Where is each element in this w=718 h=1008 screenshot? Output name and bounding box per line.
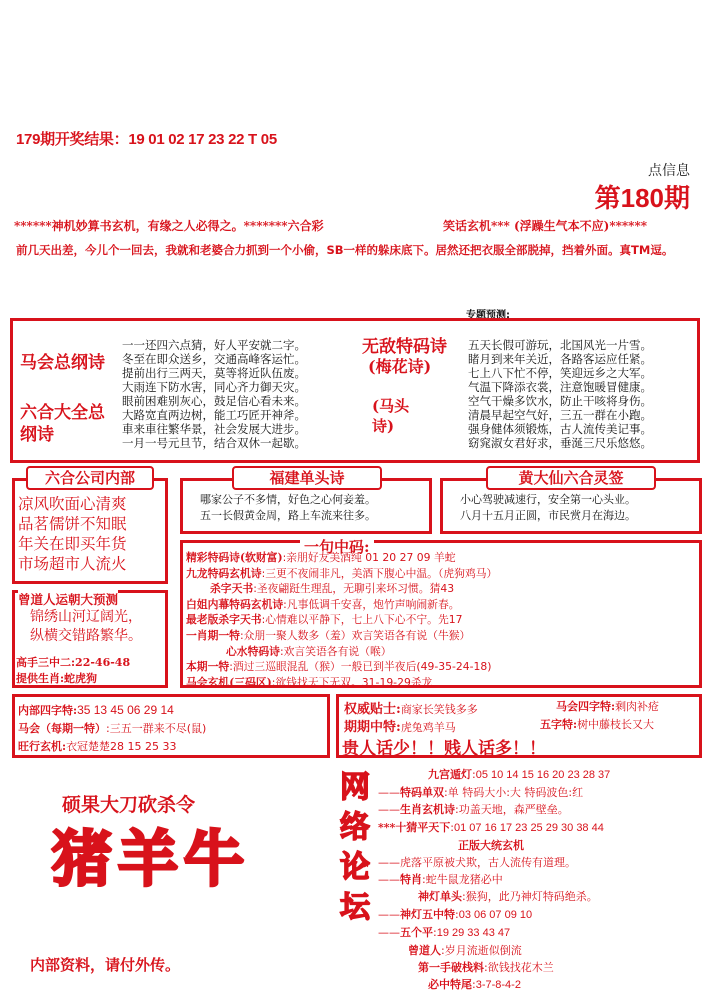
- huangdaxian-header: 黄大仙六合灵签: [486, 466, 656, 490]
- neibu-row: 内部四字特:35 13 45 06 29 14: [18, 703, 174, 717]
- banner-right: 笑话玄机*** (浮躁生气本不应)******: [443, 219, 648, 233]
- quanwei-row: 权威贴士:商家长笑钱多多: [344, 702, 478, 717]
- mahui-row: 马会（每期一特）:三五一群来不尽(鼠): [18, 722, 207, 735]
- right-row: 必中特尾:3-7-8-4-2: [428, 978, 521, 992]
- qiqi-row: 期期中特:虎兔鸡羊马: [344, 720, 456, 735]
- right-row: ***十猜平天下:01 07 16 17 23 25 29 30 38 44: [378, 820, 604, 834]
- middle-row: 杀字天书:圣夜翩跹生理乱，无聊引来坏习惯。猜43: [210, 582, 455, 596]
- right-row: 曾道人:岁月流逝似倒流: [408, 944, 522, 958]
- fujian-lines: 哪家公子不多情，好色之心何妾羞。 五一长假黄金周，路上车流来往多。: [200, 493, 376, 522]
- right-row: ——五个平:19 29 33 43 47: [378, 925, 511, 939]
- middle-row: 心水特码诗:欢言笑语各有说（喉）: [226, 644, 392, 658]
- company-text: 凉风吹面心清爽 品茗儒饼不知眠 年关在即买年货 市场超市人流火: [18, 495, 127, 573]
- poem-right: 五天长假可游玩，北国风光一片雪。 睹月到来年关近，各路客运应任紧。 七上八下忙不停，笑迎远乡之大军。 气温下降添衣裳，注意饱暖冒健康。 空气干燥多饮水，防止干咳将身伤。 清晨早起空气好，三五一群在小跑。 强身健体须锻炼，古人流传美记事。 窈窕淑女君好求，垂涎三尺乐悠悠。: [468, 338, 652, 450]
- middle-row: 最老版杀字天书:心情难以平静下，七上八下心不宁。先17: [186, 613, 463, 627]
- right-row: ——虎落平原被犬欺，古人流传有道理。: [378, 856, 576, 870]
- issue-number: 第180期: [594, 183, 690, 213]
- yijuzhong-header: 一句中码:: [300, 536, 374, 557]
- middle-row: 本期一特:酒过三巡眼混乱（猴）一般已到半夜后(49-35-24-18): [186, 660, 492, 674]
- big-zodiac: 猪羊牛: [52, 825, 250, 895]
- joke-text: 前几天出差，今儿个一回去，我就和老婆合力抓到一个小偷，SB一样的躲床底下。居然还把衣服全部脱掉，挡着外面。真TM逗。: [16, 243, 674, 257]
- result-line: 179期开奖结果：19 01 02 17 23 22 T 05: [16, 131, 277, 148]
- slogan: 贵人话少！！贱人话多！！: [342, 739, 546, 759]
- right-row: ——特肖:蛇牛鼠龙猪必中: [378, 873, 503, 887]
- fujian-header: 福建单头诗: [232, 466, 382, 490]
- wangluo-vertical: 网 络 论 坛: [340, 770, 370, 925]
- wuzi-row: 五字特:树中藤枝长又大: [540, 718, 655, 731]
- middle-row: 九龙特码玄机诗:三更不夜闹非凡，美酒下腹心中温。（虎狗鸡马）: [186, 566, 498, 580]
- middle-row: 精彩特码诗(软财富):亲朋好友美酒纯 01 20 27 09 羊蛇: [186, 551, 456, 564]
- right-rows: [378, 766, 610, 995]
- left-title-1: 马会总纲诗: [20, 353, 105, 373]
- shuiguo-title: 硕果大刀砍杀令: [62, 794, 196, 816]
- pingan-lines: 锦绣山河辽阔光， 纵横交错路繁华。: [30, 609, 142, 644]
- tigong: 提供生肖:蛇虎狗: [16, 672, 98, 685]
- mahui-sizi-row: 马会四字特:剩肉补疮: [556, 700, 660, 713]
- right-row: 九宫遁灯:05 10 14 15 16 20 23 28 37: [428, 768, 611, 781]
- right-row: ——生肖玄机诗:功盖天地，森严壁垒。: [378, 803, 569, 817]
- right-row: ——神灯五中特:03 06 07 09 10: [378, 907, 533, 921]
- mid-title-1: 无敌特码诗: [362, 337, 447, 357]
- middle-row: 白姐内幕特码玄机诗:凡事低调千安喜，炮竹声响闹新春。: [186, 597, 460, 611]
- poem-left: 一一还四六点猜，好人平安就二字。 冬至在即众送乡，交通高峰客运忙。 提前出行三两天，莫等将近队伍废。 大雨连下防水害，同心齐力御天灾。 眼前困难别灰心，鼓足信心看未来。 大路宽直两边树，能工巧匠开神斧。 車来車往繁华景，社会发展大进步。 一月一号元旦节，结合双休一起歇。: [122, 338, 306, 450]
- pingan-header: 曾道人运朝大预测: [18, 592, 119, 607]
- middle-rows: [186, 550, 497, 690]
- mid-title-3: (马头诗): [372, 397, 410, 435]
- middle-row: 马会玄机(三码区):欲钱找天下无双。31-19-29杀龙: [186, 675, 433, 689]
- company-header: 六合公司内部: [26, 466, 154, 490]
- right-row: 神灯单头:猴狗，此乃神灯特码绝杀。: [418, 890, 598, 904]
- middle-row: 一肖期一特:众朋一聚人数多（羞）欢言笑语各有说（牛猴）: [186, 628, 471, 642]
- chengguan-row: 旺行玄机:衣冠楚楚28 15 25 33: [18, 740, 177, 753]
- right-row: 第一手破栈料:欲钱找花木兰: [418, 961, 554, 975]
- huangdaxian-lines: 小心驾驶减速行，安全第一心头业。 八月十五月正圆，市民赏月在海边。: [460, 493, 636, 522]
- footer-note: 内部资料，请付外传。: [30, 956, 181, 974]
- right-row: 正版大统玄机: [458, 838, 524, 852]
- info-tag: 点信息: [648, 163, 690, 179]
- forecast-label: 专题预测:: [466, 310, 510, 321]
- gaoshou: 高手三中二:22-46-48: [16, 656, 131, 669]
- banner-left: ******神机妙算书玄机，有缘之人必得之。*******六合彩: [14, 219, 324, 233]
- mid-title-2: (梅花诗): [368, 357, 432, 376]
- left-title-2: 六合大全总纲诗: [20, 403, 105, 445]
- right-row: ——特码单双:单 特码大小:大 特码波色:红: [378, 786, 584, 800]
